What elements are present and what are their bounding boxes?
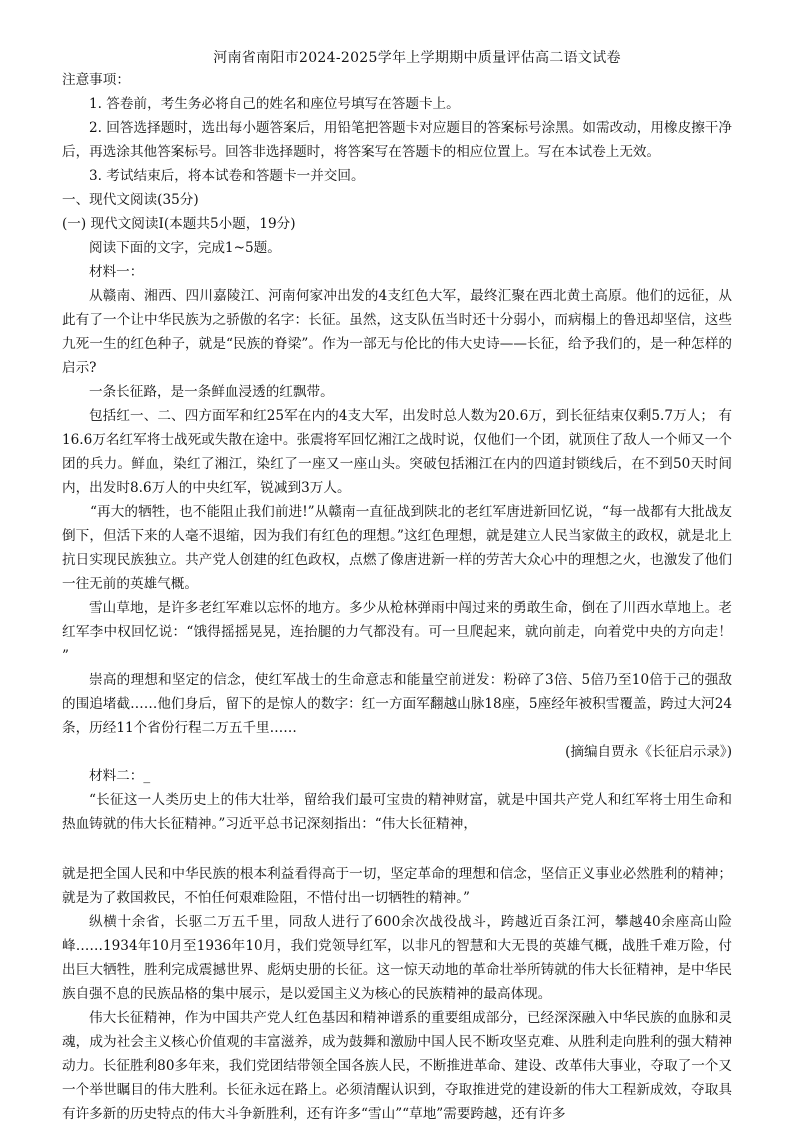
material-two-paragraph: 伟大长征精神，作为中国共产党人红色基因和精神谱系的重要组成部分，已经深深融入中华民族的血脉和灵魂，成为社会主义核心价值观的丰富滋养，成为鼓舞和激励中国人民不断攻坚克难、从胜利走向胜利的强大精神动力。长征胜利80多年来，我们党团结带领全国各族人民，不断推进革命、建设、改革伟大事业，夺取了一个又一个举世瞩目的伟大胜利。长征永远在路上。必须清醒认识到，夺取推进党的建设新的伟大工程新成效，夺取具有许多新的历史特点的伟大斗争新胜利，还有许多“雪山”“草地”需要跨越，还有许多	[62, 1010, 732, 1122]
material-one-source: (摘编自贾永《长征启示录》)	[565, 744, 732, 760]
material-one-paragraph: 崇高的理想和坚定的信念，使红军战士的生命意志和能量空前迸发：粉碎了3倍、5倍乃至10倍于己的强敌的围追堵截……他们身后，留下的是惊人的数字：红一方面军翻越山脉18座，5座经年被积雪覆盖，跨过大河24条，历经11个省份行程二万五千里……	[62, 672, 732, 736]
section-heading: 一、现代文阅读(35分)	[62, 192, 199, 208]
material-one-paragraph: “再大的牺牲，也不能阻止我们前进!”从赣南一直征战到陕北的老红军唐进新回忆说，“每一战都有大批战友倒下，但活下来的人毫不退缩，因为我们有红色的理想。”这红色理想，就是建立人民当家做主的政权，就是北上抗日实现民族独立。共产党人创建的红色政权，点燃了像唐进新一样的劳苦大众心中的理想之火，也激发了他们一往无前的英雄气概。	[62, 504, 732, 592]
material-one-paragraph: 包括红一、二、四方面军和红25军在内的4支大军，出发时总人数为20.6万，到长征结束仅剩5.7万人； 有16.6万名红军将士战死或失散在途中。张震将军回忆湘江之战时说，仅他们一个团，就顶住了敌人一个师又一个团的兵力。鲜血，染红了湘江，染红了一座又一座山头。突破包括湘江在内的四道封锁线后，在不到50天时间内，出发时8.6万人的中央红军，锐减到3万人。	[62, 408, 732, 496]
notice-item-1: 1. 答卷前，考生务必将自己的姓名和座位号填写在答题卡上。	[89, 96, 460, 112]
material-one-label: 材料一：	[89, 264, 144, 280]
material-two-paragraph: 纵横十余省，长驱二万五千里，同敌人进行了600余次战役战斗，跨越近百条江河，攀越40余座高山险峰……1934年10月至1936年10月，我们党领导红军，以非凡的智慧和大无畏的英雄气概，战胜千难万险，付出巨大牺牲，胜利完成震撼世界、彪炳史册的长征。这一惊天动地的革命壮举所铸就的伟大长征精神，是中华民族自强不息的民族品格的集中展示，是以爱国主义为核心的民族精神的最高体现。	[62, 914, 732, 1002]
material-two-paragraph: “长征这一人类历史上的伟大壮举，留给我们最可宝贵的精神财富，就是中国共产党人和红军将士用生命和热血铸就的伟大长征精神。”习近平总书记深刻指出：“伟大长征精神，	[62, 792, 732, 832]
notice-item-2: 2. 回答选择题时，选出每小题答案后，用铅笔把答题卡对应题目的答案标号涂黑。如需改动，用橡皮擦干净后，再选涂其他答案标号。回答非选择题时，将答案写在答题卡的相应位置上。写在本试卷上无效。	[62, 120, 732, 160]
material-two-label: 材料二：_	[89, 768, 151, 784]
subsection-heading: (一) 现代文阅读Ⅰ(本题共5小题，19分)	[62, 216, 296, 232]
notice-item-3: 3. 考试结束后，将本试卷和答题卡一并交回。	[89, 168, 365, 184]
blank-gap	[62, 836, 732, 862]
reading-instruction: 阅读下面的文字，完成1~5题。	[89, 240, 281, 256]
material-one-paragraph: 一条长征路，是一条鲜血浸透的红飘带。	[89, 384, 334, 400]
material-one-paragraph: 雪山草地，是许多老红军难以忘怀的地方。多少从枪林弹雨中闯过来的勇敢生命，倒在了川西水草地上。老红军李中权回忆说：“饿得摇摇晃晃，连抬腿的力气都没有。可一旦爬起来，就向前走，向着党中央的方向走！ ”	[62, 600, 732, 664]
notice-heading: 注意事项：	[62, 72, 130, 88]
page-title: 河南省南阳市2024-2025学年上学期期中质量评估高二语文试卷	[213, 50, 621, 66]
material-one-paragraph: 从赣南、湘西、四川嘉陵江、河南何家冲出发的4支红色大军，最终汇聚在西北黄土高原。他们的远征，从此有了一个让中华民族为之骄傲的名字：长征。虽然，这支队伍当时还十分弱小，而病榻上的鲁迅却坚信，这些九死一生的红色种子，就是“民族的脊梁”。作为一部无与伦比的伟大史诗——长征，给予我们的，是一种怎样的启示?	[62, 288, 732, 376]
material-two-paragraph: 就是把全国人民和中华民族的根本利益看得高于一切，坚定革命的理想和信念，坚信正义事业必然胜利的精神； 就是为了救国救民，不怕任何艰难险阻，不惜付出一切牺牲的精神。”	[62, 866, 732, 906]
